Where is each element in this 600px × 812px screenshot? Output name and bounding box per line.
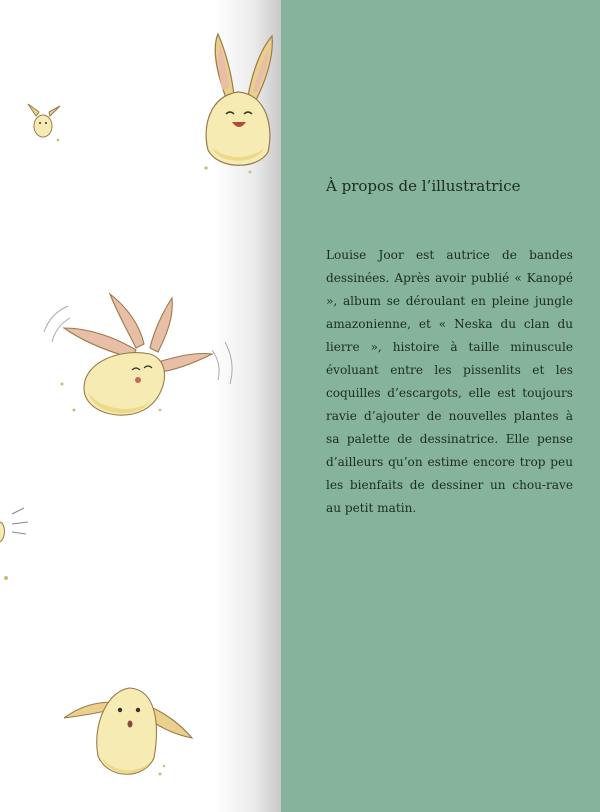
flying-critter-illustration	[40, 292, 240, 422]
small-critter-illustration	[24, 102, 64, 142]
smiling-critter-illustration	[198, 30, 278, 175]
about-panel	[281, 0, 600, 812]
worried-critter-illustration	[64, 684, 194, 784]
section-title: À propos de l’illustratrice	[326, 177, 521, 195]
illustrator-bio: Louise Joor est autrice de bandes dessinées. Après avoir publié « Kanopé », album se déroulant en pleine jungle amazonienne, et « Neska du clan du lierre », histoire à taille minuscule évoluant entre les pissenlits et les coquilles d’escargots, elle est toujours ravie d’ajouter de nouvelles plantes à sa palette de dessinatrice. Elle pense d’ailleurs qu’on estime encore trop peu les bienfaits de dessiner un chou-rave au petit matin.	[326, 248, 573, 515]
illustration-page	[0, 0, 281, 812]
edge-critter-illustration	[0, 502, 34, 582]
